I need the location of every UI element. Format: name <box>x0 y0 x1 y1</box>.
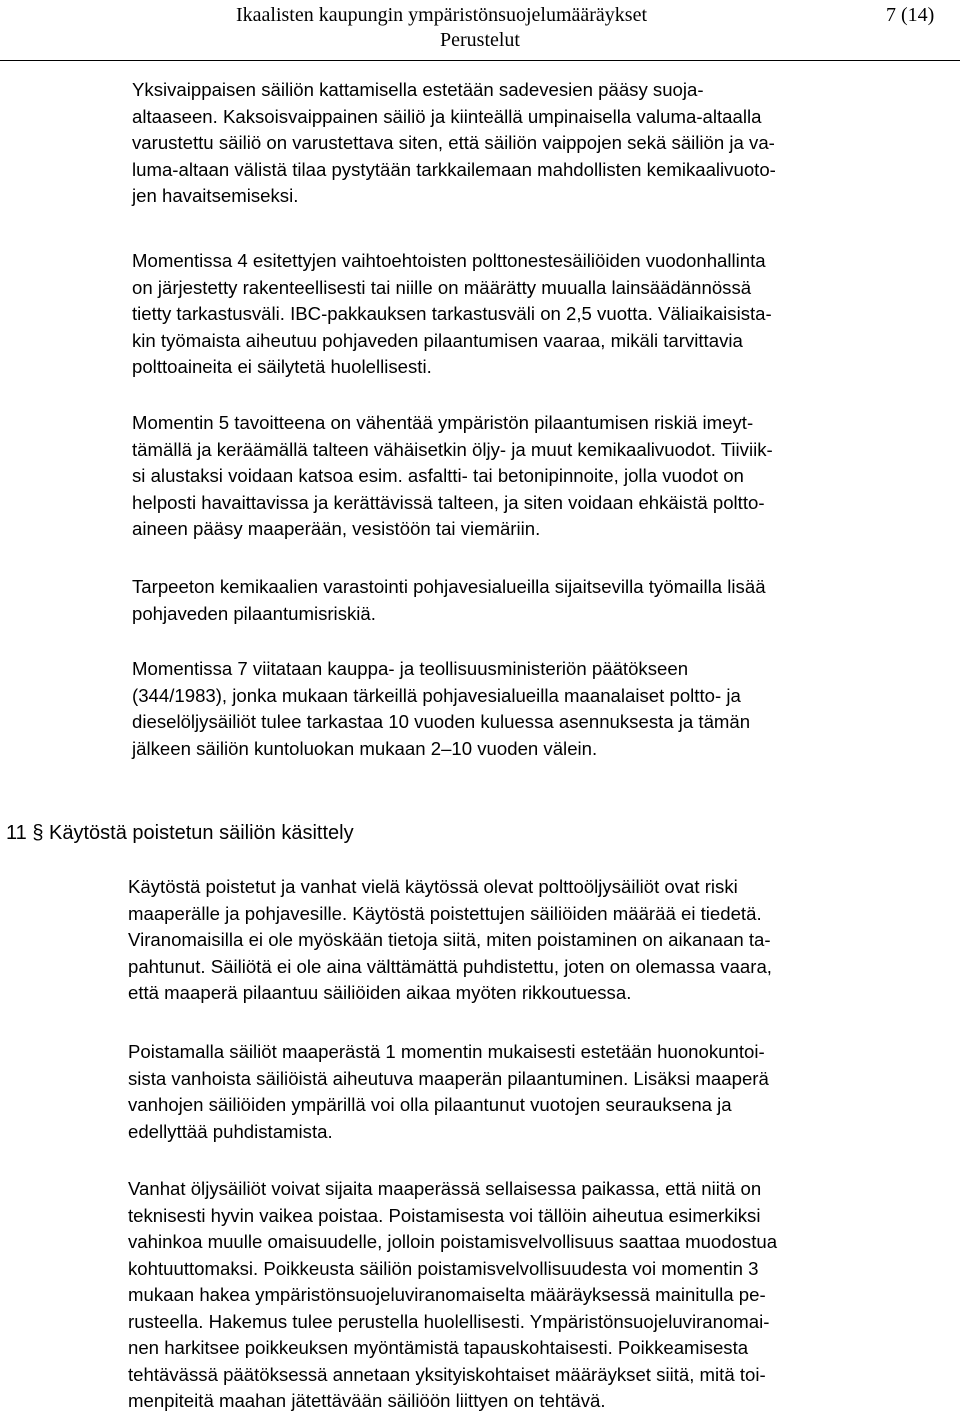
text-line: että maaperä pilaantuu säiliöiden aikaa myöten rikkoutuessa. <box>128 982 632 1003</box>
paragraph-moment-5 <box>132 410 773 543</box>
section-subtitle: Perustelut <box>440 29 520 51</box>
text-line: dieselöljysäiliöt tulee tarkastaa 10 vuoden kuluessa asennuksesta ja tämän <box>132 711 751 732</box>
text-line: kin työmaista aiheutuu pohjaveden pilaantumisen vaaraa, mikäli tarvittavia <box>132 329 743 351</box>
text-line: on järjestetty rakenteellisesti tai niille on määrätty muualla lainsäädännössä <box>132 276 752 298</box>
text-line: kohtuuttomaksi. Poikkeusta säiliön poistamisvelvollisuudesta voi momentin 3 <box>128 1257 759 1279</box>
paragraph-unused-tanks <box>128 874 772 1007</box>
text-line: si alustaksi voidaan katsoa esim. asfaltti- tai betonipinnoite, jolla vuodot on <box>132 465 744 486</box>
page-number: 7 (14) <box>886 4 935 26</box>
paragraph-exemption <box>128 1176 777 1415</box>
text-line: Momentin 5 tavoitteena on vähentää ympäristön pilaantumisen riskiä imeyt- <box>132 412 754 433</box>
text-line: Yksivaippaisen säiliön kattamisella estetään sadevesien pääsy suoja- <box>132 79 704 100</box>
text-line: sista vanhoista säiliöistä aiheutuva maaperän pilaantuminen. Lisäksi maaperä <box>128 1067 769 1089</box>
text-line: altaaseen. Kaksoisvaippainen säiliö ja kiinteällä umpinaisella valuma-altaalla <box>132 105 762 127</box>
document-title: Ikaalisten kaupungin ympäristönsuojelumääräykset <box>236 4 648 26</box>
page-header <box>0 0 960 62</box>
text-line: Käytöstä poistetut ja vanhat vielä käytössä olevat polttoöljysäiliöt ovat riski <box>128 876 738 897</box>
paragraph-tank-covering <box>132 77 776 210</box>
text-line: Vanhat öljysäiliöt voivat sijaita maaperässä sellaisessa paikassa, että niitä on <box>128 1178 762 1199</box>
text-line: jen havaitsemiseksi. <box>132 185 299 206</box>
text-line: (344/1983), jonka mukaan tärkeillä pohjavesialueilla maanalaiset poltto- ja <box>132 684 741 706</box>
text-line: tämällä ja keräämällä talteen vähäisetkin öljy- ja muut kemikaalivuodot. Tiiviik- <box>132 438 773 460</box>
text-line: Tarpeeton kemikaalien varastointi pohjavesialueilla sijaitsevilla työmailla lisää <box>132 576 766 597</box>
text-line: edellyttää puhdistamista. <box>128 1120 333 1142</box>
text-line: vahinkoa muulle omaisuudelle, jolloin poistamisvelvollisuus saattaa muodostua <box>128 1231 778 1252</box>
text-line: Momentissa 4 esitettyjen vaihtoehtoisten polttonestesäiliöiden vuodonhallinta <box>132 250 766 271</box>
text-line: varustettu säiliö on varustettava siten, että säiliön vaippojen sekä säiliön ja va- <box>132 132 775 153</box>
paragraph-moment-7 <box>132 656 750 762</box>
text-line: vanhojen säiliöiden ympärillä voi olla pilaantunut vuotojen seurauksena ja <box>128 1094 732 1115</box>
text-line: menpiteitä maahan jätettävään säiliöön liittyen on tehtävä. <box>128 1390 606 1411</box>
text-line: Poistamalla säiliöt maaperästä 1 momentin mukaisesti estetään huonokuntoi- <box>128 1041 765 1062</box>
text-line: pohjaveden pilaantumisriskiä. <box>132 602 376 624</box>
paragraph-tank-removal <box>128 1039 769 1145</box>
text-line: teknisesti hyvin vaikea poistaa. Poistamisesta voi tällöin aiheutua esimerkiksi <box>128 1204 761 1226</box>
header-divider <box>0 60 960 61</box>
text-line: polttoaineita ei säilytetä huolellisesti. <box>132 356 432 377</box>
section-heading: 11 § Käytöstä poistetun säiliön käsittely <box>6 822 354 844</box>
text-line: aineen pääsy maaperään, vesistöön tai viemäriin. <box>132 518 541 539</box>
text-line: nen harkitsee poikkeuksen myöntämistä tapauskohtaisesti. Poikkeamisesta <box>128 1337 749 1358</box>
text-line: jälkeen säiliön kuntoluokan mukaan 2–10 vuoden välein. <box>132 737 598 759</box>
text-line: helposti havaittavissa ja kerättävissä talteen, ja siten voidaan ehkäistä poltto- <box>132 491 765 513</box>
text-line: rusteella. Hakemus tulee perustella huolellisesti. Ympäristönsuojeluviranomai- <box>128 1310 770 1332</box>
text-line: mukaan hakea ympäristönsuojeluviranomaiselta määräyksessä mainitulla pe- <box>128 1284 766 1305</box>
text-line: pahtunut. Säiliötä ei ole aina välttämättä puhdistettu, joten on olemassa vaara, <box>128 955 772 977</box>
text-line: tehtävässä päätöksessä annetaan yksityiskohtaiset määräykset siitä, mitä toi- <box>128 1363 766 1385</box>
text-line: luma-altaan välistä tilaa pystytään tarkkailemaan mahdollisten kemikaalivuoto- <box>132 158 776 180</box>
paragraph-storage-risk <box>132 574 766 627</box>
text-line: tietty tarkastusväli. IBC-pakkauksen tarkastusväli on 2,5 vuotta. Väliaikaisista- <box>132 303 772 324</box>
text-line: maaperälle ja pohjavesille. Käytöstä poistettujen säiliöiden määrää ei tiedetä. <box>128 902 762 924</box>
paragraph-moment-4 <box>132 248 772 381</box>
text-line: Viranomaisilla ei ole myöskään tietoja siitä, miten poistaminen on aikanaan ta- <box>128 929 771 950</box>
text-line: Momentissa 7 viitataan kauppa- ja teollisuusministeriön päätökseen <box>132 658 689 679</box>
